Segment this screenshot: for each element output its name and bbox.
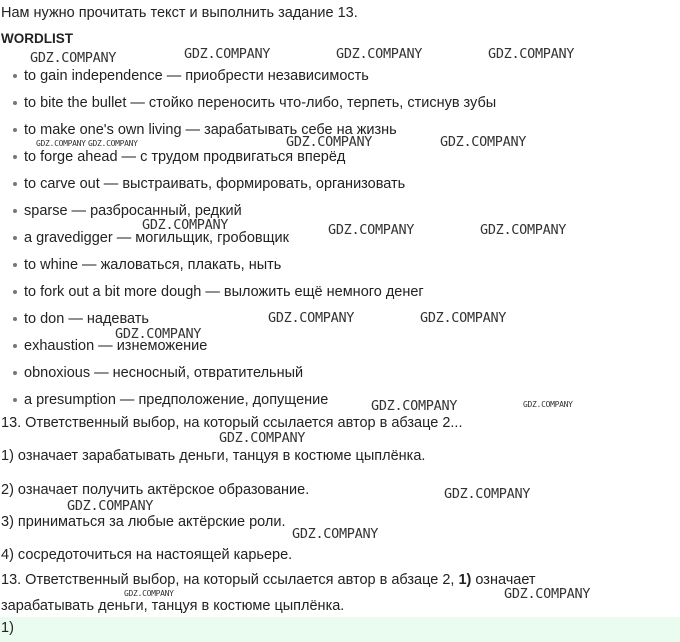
bullet-dot-icon (13, 155, 17, 159)
watermark: GDZ.COMPANY (115, 326, 202, 342)
bullet-dot-icon (13, 128, 17, 132)
bullet-dot-icon (13, 290, 17, 294)
bullet-dot-icon (13, 236, 17, 240)
watermark: GDZ.COMPANY (30, 50, 117, 66)
wordlist-item: to gain independence — приобрести независимость (13, 67, 496, 94)
watermark: GDZ.COMPANY (480, 222, 567, 238)
wordlist-item: sparse — разбросанный, редкий (13, 202, 496, 229)
wordlist-item: to carve out — выстраивать, формировать, организовать (13, 175, 496, 202)
watermark: GDZ.COMPANY (286, 134, 373, 150)
wordlist-item: exhaustion — изнеможение (13, 337, 496, 364)
watermark: GDZ.COMPANY (420, 310, 507, 326)
watermark: GDZ.COMPANY (124, 589, 174, 598)
watermark: GDZ.COMPANY (328, 222, 415, 238)
wordlist-item: to forge ahead — с трудом продвигаться вперёд (13, 148, 496, 175)
watermark: GDZ.COMPANY (142, 217, 229, 233)
bullet-dot-icon (13, 263, 17, 267)
bullet-dot-icon (13, 398, 17, 402)
task-question: 13. Ответственный выбор, на который ссылается автор в абзаце 2... (1, 415, 463, 431)
watermark: GDZ.COMPANY (184, 46, 271, 62)
watermark: GDZ.COMPANY (67, 498, 154, 514)
wordlist-item: a gravedigger — могильщик, гробовщик (13, 229, 496, 256)
task-option-4: 4) сосредоточиться на настоящей карьере. (1, 547, 293, 563)
bullet-dot-icon (13, 74, 17, 78)
watermark: GDZ.COMPANY (371, 398, 458, 414)
bullet-dot-icon (13, 209, 17, 213)
wordlist-title: WORDLIST (1, 31, 73, 46)
watermark: GDZ.COMPANY (523, 400, 573, 409)
task-option-1: 1) означает зарабатывать деньги, танцуя в костюме цыплёнка. (1, 448, 426, 464)
watermark: GDZ.COMPANY (336, 46, 423, 62)
task-option-3: 3) приниматься за любые актёрские роли. (1, 514, 286, 530)
bullet-dot-icon (13, 344, 17, 348)
wordlist-item: obnoxious — несносный, отвратительный (13, 364, 496, 391)
watermark: GDZ.COMPANY (440, 134, 527, 150)
watermark: GDZ.COMPANY (444, 486, 531, 502)
watermark: GDZ.COMPANY (268, 310, 355, 326)
task-explanation-line2: зарабатывать деньги, танцуя в костюме цыплёнка. (1, 598, 345, 614)
wordlist-item: to make one's own living — зарабатывать себе на жизнь (13, 121, 496, 148)
wordlist-item: to whine — жаловаться, плакать, ныть (13, 256, 496, 283)
wordlist-item: a presumption — предположение, допущение (13, 391, 496, 418)
watermark: GDZ.COMPANY (219, 430, 306, 446)
wordlist (13, 67, 496, 418)
watermark: GDZ.COMPANY (504, 586, 591, 602)
wordlist-item: to bite the bullet — стойко переносить что-либо, терпеть, стиснув зубы (13, 94, 496, 121)
bullet-dot-icon (13, 182, 17, 186)
watermark: GDZ.COMPANY (292, 526, 379, 542)
task-explanation-line1: 13. Ответственный выбор, на который ссылается автор в абзаце 2, 1) означает (1, 572, 536, 588)
bullet-dot-icon (13, 101, 17, 105)
answer-box (0, 617, 680, 642)
wordlist-item: to don — надевать (13, 310, 496, 337)
answer-value: 1) (1, 620, 14, 636)
task-option-2: 2) означает получить актёрское образование. (1, 482, 310, 498)
wordlist-item: to fork out a bit more dough — выложить ещё немного денег (13, 283, 496, 310)
watermark: GDZ.COMPANY (36, 139, 86, 148)
watermark: GDZ.COMPANY (488, 46, 575, 62)
bullet-dot-icon (13, 371, 17, 375)
watermark: GDZ.COMPANY (88, 139, 138, 148)
intro-text: Нам нужно прочитать текст и выполнить задание 13. (1, 5, 358, 21)
bullet-dot-icon (13, 317, 17, 321)
